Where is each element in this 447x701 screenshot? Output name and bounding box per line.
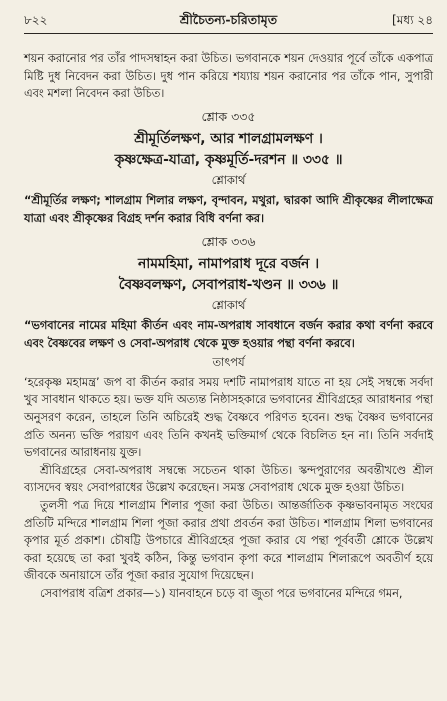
- verse-335-heading: শ্লোক ৩৩৫: [201, 108, 256, 124]
- book-title: শ্রীচৈতন্য-চরিতামৃত: [179, 12, 278, 27]
- verse-335-line-2: কৃষ্ণক্ষেত্র-যাত্রা, কৃষ্ণমূর্তি-দরশন ॥ ৩৩৫ ॥: [114, 151, 343, 168]
- page-body: [24, 50, 433, 603]
- purport-heading: তাৎপর্য: [212, 355, 245, 369]
- purport-paragraph-3: তুলসী পত্র দিয়ে শালগ্রাম শিলার পূজা করা উচিত। আন্তর্জাতিক কৃষ্ণভাবনামৃত সংঘের প্রতিটি মন্দিরে শালগ্রাম শিলা পূজা করার প্রথা প্রবর্তন করা উচিত। শালগ্রাম শিলা ভগবানের কৃপার মূর্ত প্রকাশ। চৌষট্টি উপচারে শ্রীবিগ্রহের পূজা করার যে পন্থা পূর্ববর্তী শ্লোকে উল্লেখ করা হয়েছে তা করা খুবই কঠিন, কিন্তু ভগবান কৃপা করে শালগ্রাম শিলারূপে অবতীর্ণ হয়ে জীবকে অনায়াসে তাঁর পূজা করার সুযোগ দিয়েছেন।: [24, 498, 433, 583]
- header-rule: [24, 33, 433, 34]
- purport-paragraph-2: শ্রীবিগ্রহের সেবা-অপরাধ সম্বন্ধে সচেতন থাকা উচিত। স্কন্দপুরাণের অবন্তীখণ্ডে শ্রীল ব্যাসদেব স্বয়ং সেবাপরাধের উল্লেখ করেছেন। সমস্ত সেবাপরাধ থেকে মুক্ত হওয়া উচিত।: [24, 463, 433, 495]
- purport-paragraph-1: ‘হরেকৃষ্ণ মহামন্ত্র’ জপ বা কীর্তন করার সময় দশটি নামাপরাধ যাতে না হয় সেই সম্বন্ধে সর্বদা খুব সাবধান থাকতে হয়। ভক্ত যদি অত্যন্ত নিষ্ঠাসহকারে ভগবানের শ্রীবিগ্রহের আরাধনার পন্থা অনুসরণ করেন, তাহলে তিনি অচিরেই শুদ্ধ বৈষ্ণবে পরিণত হবেন। শুদ্ধ বৈষ্ণব ভগবানের প্রতি অনন্য ভক্তি পরায়ণ এবং তিনি কখনই ভক্তিমার্গ থেকে বিচলিত হন না। তিনি সর্বদাই ভগবানের আরাধনায় যুক্ত।: [24, 375, 433, 460]
- verse-336-line-2: বৈষ্ণবলক্ষণ, সেবাপরাধ-খণ্ডন ॥ ৩৩৬ ॥: [118, 276, 339, 293]
- verse-335-meaning-heading: শ্লোকার্থ: [211, 173, 246, 187]
- verse-336-meaning-heading: শ্লোকার্থ: [211, 298, 246, 312]
- verse-335-line-1: শ্রীমূর্তিলক্ষণ, আর শালগ্রামলক্ষণ ।: [134, 130, 323, 147]
- verse-336-heading: শ্লোক ৩৩৬: [201, 233, 256, 249]
- verse-336-translation: “ভগবানের নামের মহিমা কীর্তন এবং নাম-অপরাধ সাবধানে বর্জন করার কথা বর্ণনা করবে এবং বৈষ্ণবের লক্ষণ ও সেবা-অপরাধ থেকে মুক্ত হওয়ার পন্থা বর্ণনা করবে।: [24, 318, 433, 350]
- purport-paragraph-4: সেবাপরাধ বত্রিশ প্রকার—১) যানবাহনে চড়ে বা জুতা পরে ভগবানের মন্দিরে গমন,: [40, 586, 403, 600]
- page-number: ৮২২: [24, 13, 48, 27]
- page-header: [24, 12, 433, 30]
- intro-paragraph: শয়ন করানোর পর তাঁর পাদসম্বাহন করা উচিত। ভগবানকে শয়ন দেওয়ার পূর্বে তাঁকে একপাত্র মিষ্টি দুধ নিবেদন করা উচিত। দুধ পান করিয়ে শয্যায় শয়ন করানোর পর তাঁকে পান, সুপারী এবং মশলা নিবেদন করা উচিত।: [24, 52, 433, 101]
- verse-336-line-1: নামমহিমা, নামাপরাধ দূরে বর্জন ।: [137, 255, 320, 272]
- section-label: [মধ্য ২৪: [392, 13, 433, 27]
- verse-335-translation: “শ্রীমূর্তির লক্ষণ; শালগ্রাম শিলার লক্ষণ, বৃন্দাবন, মথুরা, দ্বারকা আদি শ্রীকৃষ্ণের লীলাক্ষেত্র যাত্রা এবং শ্রীকৃষ্ণের বিগ্রহ দর্শন করার বিধি বর্ণনা কর।: [24, 193, 433, 225]
